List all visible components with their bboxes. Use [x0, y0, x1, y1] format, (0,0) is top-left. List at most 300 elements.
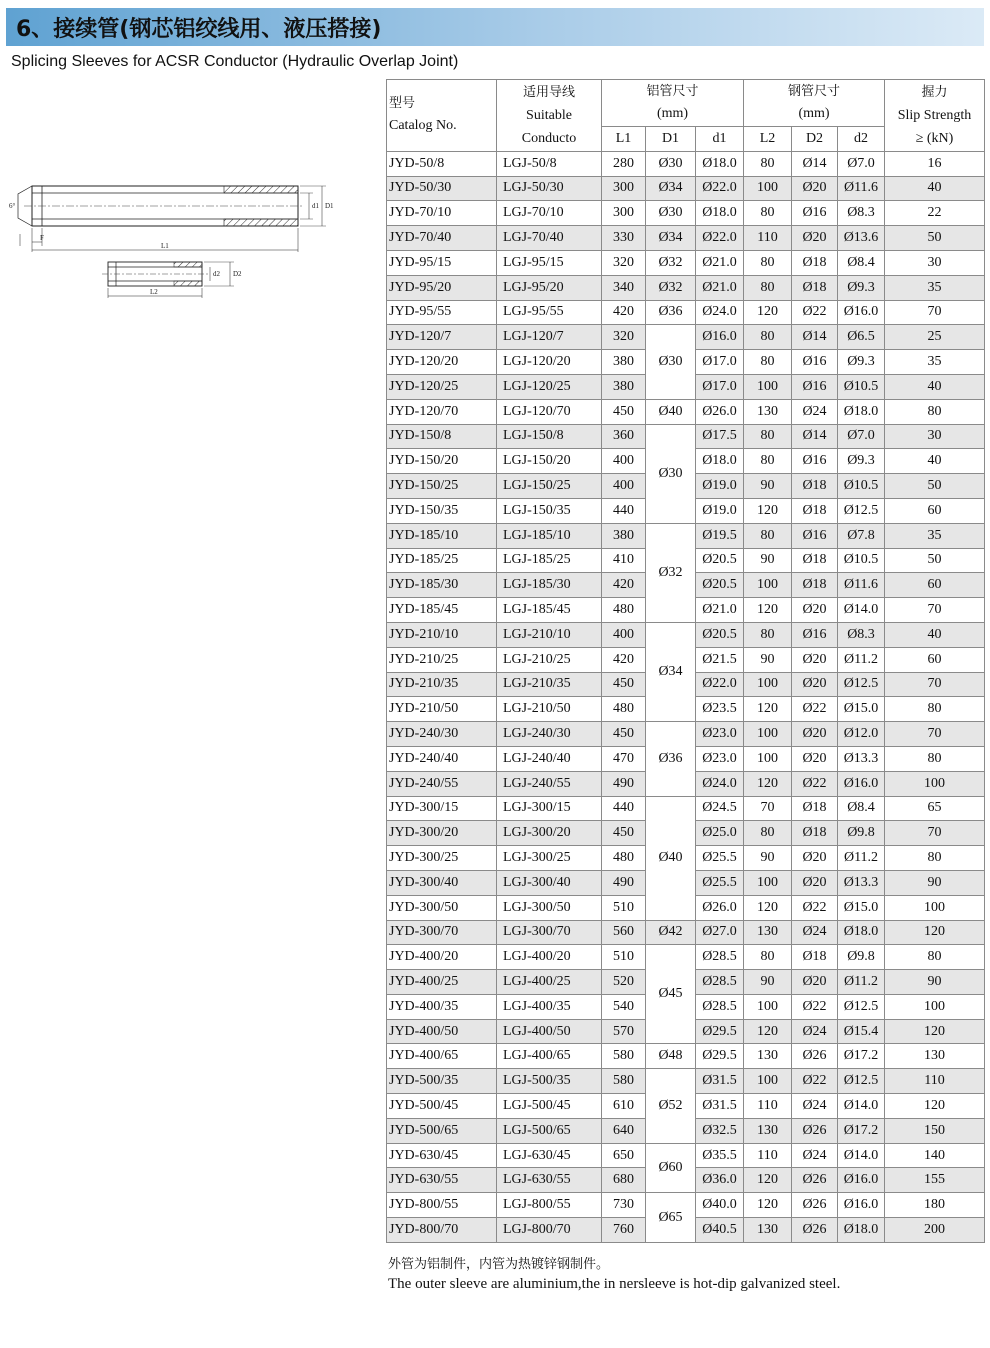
cell-D2: Ø22 — [792, 895, 838, 920]
cell-L1: 490 — [602, 771, 646, 796]
cell-slip: 120 — [885, 1019, 985, 1044]
cell-D2: Ø26 — [792, 1168, 838, 1193]
cell-d2: Ø12.5 — [838, 672, 885, 697]
cell-conductor: LGJ-120/7 — [497, 325, 602, 350]
cell-d2: Ø9.3 — [838, 350, 885, 375]
cell-D2: Ø18 — [792, 498, 838, 523]
cell-conductor: LGJ-400/35 — [497, 994, 602, 1019]
cell-D2: Ø18 — [792, 945, 838, 970]
cell-catalog: JYD-95/15 — [387, 250, 497, 275]
cell-L1: 280 — [602, 151, 646, 176]
cell-catalog: JYD-300/40 — [387, 870, 497, 895]
cell-d1: Ø24.5 — [696, 796, 744, 821]
cell-L2: 100 — [744, 573, 792, 598]
cell-D2: Ø14 — [792, 151, 838, 176]
header-steel-sleeve — [744, 80, 885, 127]
cell-L2: 90 — [744, 970, 792, 995]
cell-d2: Ø18.0 — [838, 920, 885, 945]
l2-label: L2 — [150, 288, 158, 296]
cell-catalog: JYD-800/70 — [387, 1218, 497, 1243]
cell-D1-merged: Ø45 — [646, 945, 696, 1044]
cell-D2: Ø16 — [792, 449, 838, 474]
cell-D2: Ø20 — [792, 226, 838, 251]
cell-L2: 80 — [744, 325, 792, 350]
cell-L2: 120 — [744, 300, 792, 325]
cell-L1: 420 — [602, 300, 646, 325]
cell-conductor: LGJ-70/10 — [497, 201, 602, 226]
cell-L2: 110 — [744, 1094, 792, 1119]
cell-slip: 35 — [885, 350, 985, 375]
cell-d1: Ø21.0 — [696, 250, 744, 275]
cell-slip: 120 — [885, 920, 985, 945]
cell-d1: Ø25.5 — [696, 846, 744, 871]
cell-L1: 510 — [602, 895, 646, 920]
cell-L2: 130 — [744, 1044, 792, 1069]
cell-slip: 30 — [885, 250, 985, 275]
cell-conductor: LGJ-300/50 — [497, 895, 602, 920]
cell-D2: Ø18 — [792, 796, 838, 821]
cell-catalog: JYD-50/30 — [387, 176, 497, 201]
cell-conductor: LGJ-300/20 — [497, 821, 602, 846]
cell-L1: 380 — [602, 350, 646, 375]
cell-d2: Ø11.6 — [838, 573, 885, 598]
cell-L2: 80 — [744, 821, 792, 846]
steel-sleeve-drawing — [102, 262, 242, 298]
cell-L2: 120 — [744, 1168, 792, 1193]
cell-d2: Ø7.0 — [838, 151, 885, 176]
cell-d2: Ø9.3 — [838, 449, 885, 474]
cell-slip: 80 — [885, 697, 985, 722]
cell-conductor: LGJ-95/55 — [497, 300, 602, 325]
cell-conductor: LGJ-120/70 — [497, 399, 602, 424]
cell-d2: Ø11.2 — [838, 970, 885, 995]
cell-d1: Ø28.5 — [696, 994, 744, 1019]
cell-slip: 40 — [885, 622, 985, 647]
cell-d1: Ø29.5 — [696, 1044, 744, 1069]
cell-slip: 40 — [885, 176, 985, 201]
cell-L1: 380 — [602, 523, 646, 548]
cell-D1-merged: Ø30 — [646, 424, 696, 523]
cell-L1: 400 — [602, 622, 646, 647]
cell-catalog: JYD-210/10 — [387, 622, 497, 647]
cell-d2: Ø9.8 — [838, 821, 885, 846]
cell-L1: 360 — [602, 424, 646, 449]
cell-d2: Ø15.4 — [838, 1019, 885, 1044]
cell-d1: Ø22.0 — [696, 226, 744, 251]
cell-D2: Ø22 — [792, 697, 838, 722]
cell-D2: Ø26 — [792, 1193, 838, 1218]
cell-D1-merged: Ø30 — [646, 325, 696, 399]
cell-D2: Ø20 — [792, 647, 838, 672]
cell-conductor: LGJ-95/15 — [497, 250, 602, 275]
cell-conductor: LGJ-300/70 — [497, 920, 602, 945]
header-al-cn: 铝管尺寸 — [646, 84, 699, 99]
cell-d1: Ø26.0 — [696, 399, 744, 424]
cell-L1: 480 — [602, 846, 646, 871]
cell-d2: Ø9.3 — [838, 275, 885, 300]
table-row — [387, 176, 985, 201]
cell-L2: 100 — [744, 746, 792, 771]
cell-catalog: JYD-70/40 — [387, 226, 497, 251]
cell-catalog: JYD-500/45 — [387, 1094, 497, 1119]
cell-d1: Ø20.5 — [696, 548, 744, 573]
D2-label: D2 — [233, 270, 242, 278]
cell-slip: 70 — [885, 300, 985, 325]
cell-catalog: JYD-185/30 — [387, 573, 497, 598]
cell-D1-merged: Ø40 — [646, 796, 696, 920]
cell-catalog: JYD-120/7 — [387, 325, 497, 350]
cell-catalog: JYD-400/20 — [387, 945, 497, 970]
table-row — [387, 325, 985, 350]
cell-d1: Ø17.0 — [696, 374, 744, 399]
cell-D1: Ø36 — [646, 300, 696, 325]
cell-catalog: JYD-240/55 — [387, 771, 497, 796]
cell-L1: 480 — [602, 697, 646, 722]
cell-d1: Ø18.0 — [696, 201, 744, 226]
cell-slip: 22 — [885, 201, 985, 226]
cell-L1: 410 — [602, 548, 646, 573]
cell-D2: Ø18 — [792, 573, 838, 598]
table-row — [387, 424, 985, 449]
cell-slip: 60 — [885, 498, 985, 523]
cell-L2: 80 — [744, 523, 792, 548]
cell-D2: Ø24 — [792, 399, 838, 424]
cell-D2: Ø22 — [792, 994, 838, 1019]
cell-L2: 120 — [744, 598, 792, 623]
cell-D1: Ø30 — [646, 201, 696, 226]
cell-L1: 760 — [602, 1218, 646, 1243]
cell-D2: Ø20 — [792, 722, 838, 747]
cell-conductor: LGJ-630/55 — [497, 1168, 602, 1193]
page-subtitle: Splicing Sleeves for ACSR Conductor (Hydraulic Overlap Joint) — [11, 53, 459, 70]
cell-conductor: LGJ-630/45 — [497, 1143, 602, 1168]
table-row — [387, 722, 985, 747]
cell-conductor: LGJ-500/45 — [497, 1094, 602, 1119]
cell-d2: Ø18.0 — [838, 399, 885, 424]
cell-D1: Ø32 — [646, 250, 696, 275]
header-al-sleeve — [602, 80, 744, 127]
cell-catalog: JYD-120/20 — [387, 350, 497, 375]
cell-conductor: LGJ-400/65 — [497, 1044, 602, 1069]
cell-conductor: LGJ-210/10 — [497, 622, 602, 647]
header-catalog-cn: 型号 — [389, 96, 416, 112]
header-st-cn: 钢管尺寸 — [787, 84, 840, 99]
cell-d1: Ø20.5 — [696, 622, 744, 647]
cell-conductor: LGJ-400/20 — [497, 945, 602, 970]
table-row — [387, 622, 985, 647]
cell-catalog: JYD-400/35 — [387, 994, 497, 1019]
cell-D2: Ø18 — [792, 821, 838, 846]
cell-D2: Ø26 — [792, 1118, 838, 1143]
cell-D1: Ø32 — [646, 275, 696, 300]
cell-L2: 130 — [744, 399, 792, 424]
cell-d2: Ø17.2 — [838, 1118, 885, 1143]
cell-D2: Ø22 — [792, 1069, 838, 1094]
cell-L1: 490 — [602, 870, 646, 895]
cell-catalog: JYD-50/8 — [387, 151, 497, 176]
cell-L2: 80 — [744, 350, 792, 375]
cell-conductor: LGJ-400/25 — [497, 970, 602, 995]
cell-L2: 80 — [744, 151, 792, 176]
cell-d1: Ø24.0 — [696, 300, 744, 325]
cell-L2: 120 — [744, 895, 792, 920]
cell-D2: Ø20 — [792, 176, 838, 201]
cell-slip: 70 — [885, 672, 985, 697]
cell-D2: Ø20 — [792, 598, 838, 623]
cell-d2: Ø8.4 — [838, 796, 885, 821]
cell-conductor: LGJ-50/8 — [497, 151, 602, 176]
cell-catalog: JYD-185/45 — [387, 598, 497, 623]
cell-d1: Ø40.0 — [696, 1193, 744, 1218]
cell-d1: Ø28.5 — [696, 970, 744, 995]
cell-catalog: JYD-300/70 — [387, 920, 497, 945]
cell-catalog: JYD-120/70 — [387, 399, 497, 424]
cell-catalog: JYD-95/20 — [387, 275, 497, 300]
cell-d2: Ø16.0 — [838, 771, 885, 796]
cell-d2: Ø11.2 — [838, 846, 885, 871]
cell-catalog: JYD-240/40 — [387, 746, 497, 771]
cell-slip: 40 — [885, 374, 985, 399]
cell-L1: 580 — [602, 1069, 646, 1094]
cell-d2: Ø10.5 — [838, 374, 885, 399]
cell-D2: Ø24 — [792, 1019, 838, 1044]
cell-d2: Ø16.0 — [838, 1168, 885, 1193]
cell-L2: 100 — [744, 672, 792, 697]
header-conductor — [497, 80, 602, 152]
cell-d2: Ø15.0 — [838, 895, 885, 920]
header-slip-strength — [885, 80, 985, 152]
cell-d1: Ø19.5 — [696, 523, 744, 548]
cell-d2: Ø12.5 — [838, 994, 885, 1019]
cell-slip: 80 — [885, 945, 985, 970]
cell-d2: Ø8.4 — [838, 250, 885, 275]
cell-L1: 580 — [602, 1044, 646, 1069]
cell-L2: 80 — [744, 250, 792, 275]
cell-slip: 50 — [885, 226, 985, 251]
spec-table-body — [387, 151, 985, 1242]
cell-d1: Ø17.5 — [696, 424, 744, 449]
cell-d1: Ø21.0 — [696, 598, 744, 623]
cell-D2: Ø20 — [792, 870, 838, 895]
cell-catalog: JYD-210/35 — [387, 672, 497, 697]
cell-D2: Ø14 — [792, 325, 838, 350]
cell-L2: 130 — [744, 920, 792, 945]
table-row — [387, 399, 985, 424]
cell-D2: Ø18 — [792, 548, 838, 573]
cell-d2: Ø18.0 — [838, 1218, 885, 1243]
cell-slip: 70 — [885, 722, 985, 747]
cell-D2: Ø24 — [792, 1094, 838, 1119]
cell-catalog: JYD-300/50 — [387, 895, 497, 920]
table-row — [387, 151, 985, 176]
table-row — [387, 201, 985, 226]
angle-label: 6° — [9, 202, 16, 210]
cell-d1: Ø16.0 — [696, 325, 744, 350]
cell-conductor: LGJ-150/8 — [497, 424, 602, 449]
cell-d2: Ø16.0 — [838, 300, 885, 325]
cell-catalog: JYD-70/10 — [387, 201, 497, 226]
cell-D2: Ø18 — [792, 474, 838, 499]
cell-d2: Ø12.5 — [838, 498, 885, 523]
header-d1: d1 — [696, 127, 744, 152]
cell-D1-merged: Ø65 — [646, 1193, 696, 1243]
cell-conductor: LGJ-120/25 — [497, 374, 602, 399]
cell-L1: 640 — [602, 1118, 646, 1143]
cell-conductor: LGJ-50/30 — [497, 176, 602, 201]
cell-D2: Ø14 — [792, 424, 838, 449]
cell-d1: Ø22.0 — [696, 672, 744, 697]
cell-slip: 80 — [885, 746, 985, 771]
cell-d1: Ø26.0 — [696, 895, 744, 920]
cell-catalog: JYD-630/45 — [387, 1143, 497, 1168]
cell-catalog: JYD-400/50 — [387, 1019, 497, 1044]
cell-D1-merged: Ø52 — [646, 1069, 696, 1143]
cell-conductor: LGJ-240/40 — [497, 746, 602, 771]
cell-D1: Ø40 — [646, 399, 696, 424]
table-row — [387, 1143, 985, 1168]
cell-d2: Ø6.5 — [838, 325, 885, 350]
cell-d1: Ø23.5 — [696, 697, 744, 722]
header-conductor-en1: Suitable — [526, 107, 572, 123]
cell-d1: Ø21.5 — [696, 647, 744, 672]
cell-L2: 80 — [744, 424, 792, 449]
cell-L1: 510 — [602, 945, 646, 970]
cell-D2: Ø20 — [792, 846, 838, 871]
cell-catalog: JYD-800/55 — [387, 1193, 497, 1218]
cell-d1: Ø25.5 — [696, 870, 744, 895]
cell-catalog: JYD-185/25 — [387, 548, 497, 573]
cell-L1: 540 — [602, 994, 646, 1019]
header-st-unit: (mm) — [798, 106, 830, 121]
d1-label: d1 — [312, 202, 319, 210]
cell-L2: 80 — [744, 945, 792, 970]
header-al-unit: (mm) — [656, 106, 689, 121]
header-catalog-en: Catalog No. — [389, 118, 457, 134]
cell-d1: Ø18.0 — [696, 151, 744, 176]
cell-L1: 320 — [602, 250, 646, 275]
header-D1: D1 — [646, 127, 696, 152]
D1-label: D1 — [325, 202, 334, 210]
cell-D2: Ø16 — [792, 201, 838, 226]
cell-catalog: JYD-400/65 — [387, 1044, 497, 1069]
cell-L1: 420 — [602, 573, 646, 598]
cell-L2: 100 — [744, 994, 792, 1019]
cell-d2: Ø12.0 — [838, 722, 885, 747]
cell-L1: 570 — [602, 1019, 646, 1044]
sleeve-drawing — [4, 172, 354, 312]
cell-conductor: LGJ-400/50 — [497, 1019, 602, 1044]
cell-d2: Ø11.6 — [838, 176, 885, 201]
table-row — [387, 1193, 985, 1218]
cell-L2: 120 — [744, 1193, 792, 1218]
cell-D2: Ø24 — [792, 1143, 838, 1168]
cell-L2: 80 — [744, 201, 792, 226]
cell-L2: 80 — [744, 449, 792, 474]
table-row — [387, 523, 985, 548]
cell-conductor: LGJ-210/35 — [497, 672, 602, 697]
cell-conductor: LGJ-185/45 — [497, 598, 602, 623]
cell-slip: 90 — [885, 870, 985, 895]
cell-conductor: LGJ-210/50 — [497, 697, 602, 722]
cell-d2: Ø7.0 — [838, 424, 885, 449]
cell-d2: Ø15.0 — [838, 697, 885, 722]
cell-slip: 35 — [885, 275, 985, 300]
cell-slip: 150 — [885, 1118, 985, 1143]
cell-d1: Ø25.0 — [696, 821, 744, 846]
cell-catalog: JYD-120/25 — [387, 374, 497, 399]
header-slip-en: Slip Strength — [897, 107, 972, 123]
cell-slip: 80 — [885, 846, 985, 871]
cell-L2: 90 — [744, 846, 792, 871]
header-catalog — [387, 80, 497, 152]
cell-conductor: LGJ-185/10 — [497, 523, 602, 548]
cell-L1: 520 — [602, 970, 646, 995]
cell-conductor: LGJ-70/40 — [497, 226, 602, 251]
d2-label: d2 — [213, 270, 220, 278]
aluminium-sleeve-drawing — [9, 186, 334, 252]
cell-L2: 90 — [744, 647, 792, 672]
cell-d1: Ø35.5 — [696, 1143, 744, 1168]
cell-slip: 60 — [885, 647, 985, 672]
cell-L1: 450 — [602, 672, 646, 697]
cell-slip: 80 — [885, 399, 985, 424]
cell-d2: Ø10.5 — [838, 548, 885, 573]
cell-conductor: LGJ-500/65 — [497, 1118, 602, 1143]
cell-catalog: JYD-150/35 — [387, 498, 497, 523]
cell-L2: 90 — [744, 548, 792, 573]
cell-L1: 440 — [602, 498, 646, 523]
cell-D1-merged: Ø36 — [646, 722, 696, 796]
cell-d2: Ø14.0 — [838, 1094, 885, 1119]
cell-catalog: JYD-400/25 — [387, 970, 497, 995]
cell-d1: Ø40.5 — [696, 1218, 744, 1243]
cell-conductor: LGJ-240/55 — [497, 771, 602, 796]
cell-D2: Ø22 — [792, 771, 838, 796]
cell-L1: 400 — [602, 449, 646, 474]
cell-L1: 450 — [602, 399, 646, 424]
note-chinese: 外管为铝制件，内管为热镀锌钢制件。 — [388, 1257, 610, 1272]
cell-L1: 320 — [602, 325, 646, 350]
cell-D2: Ø20 — [792, 672, 838, 697]
cell-conductor: LGJ-150/35 — [497, 498, 602, 523]
cell-L2: 120 — [744, 697, 792, 722]
cell-L1: 470 — [602, 746, 646, 771]
cell-conductor: LGJ-185/25 — [497, 548, 602, 573]
cell-D1-merged: Ø34 — [646, 622, 696, 721]
cell-d2: Ø14.0 — [838, 1143, 885, 1168]
cell-d1: Ø17.0 — [696, 350, 744, 375]
cell-slip: 100 — [885, 895, 985, 920]
cell-conductor: LGJ-95/20 — [497, 275, 602, 300]
table-row — [387, 1069, 985, 1094]
cell-slip: 25 — [885, 325, 985, 350]
cell-slip: 16 — [885, 151, 985, 176]
cell-slip: 110 — [885, 1069, 985, 1094]
cell-d1: Ø36.0 — [696, 1168, 744, 1193]
cell-L1: 730 — [602, 1193, 646, 1218]
cell-D2: Ø20 — [792, 746, 838, 771]
cell-d2: Ø9.8 — [838, 945, 885, 970]
table-row — [387, 300, 985, 325]
cell-L2: 100 — [744, 374, 792, 399]
cell-L1: 610 — [602, 1094, 646, 1119]
cell-D2: Ø18 — [792, 275, 838, 300]
cell-L2: 100 — [744, 870, 792, 895]
cell-slip: 155 — [885, 1168, 985, 1193]
cell-L2: 130 — [744, 1218, 792, 1243]
cell-D1: Ø34 — [646, 226, 696, 251]
cell-L2: 110 — [744, 226, 792, 251]
